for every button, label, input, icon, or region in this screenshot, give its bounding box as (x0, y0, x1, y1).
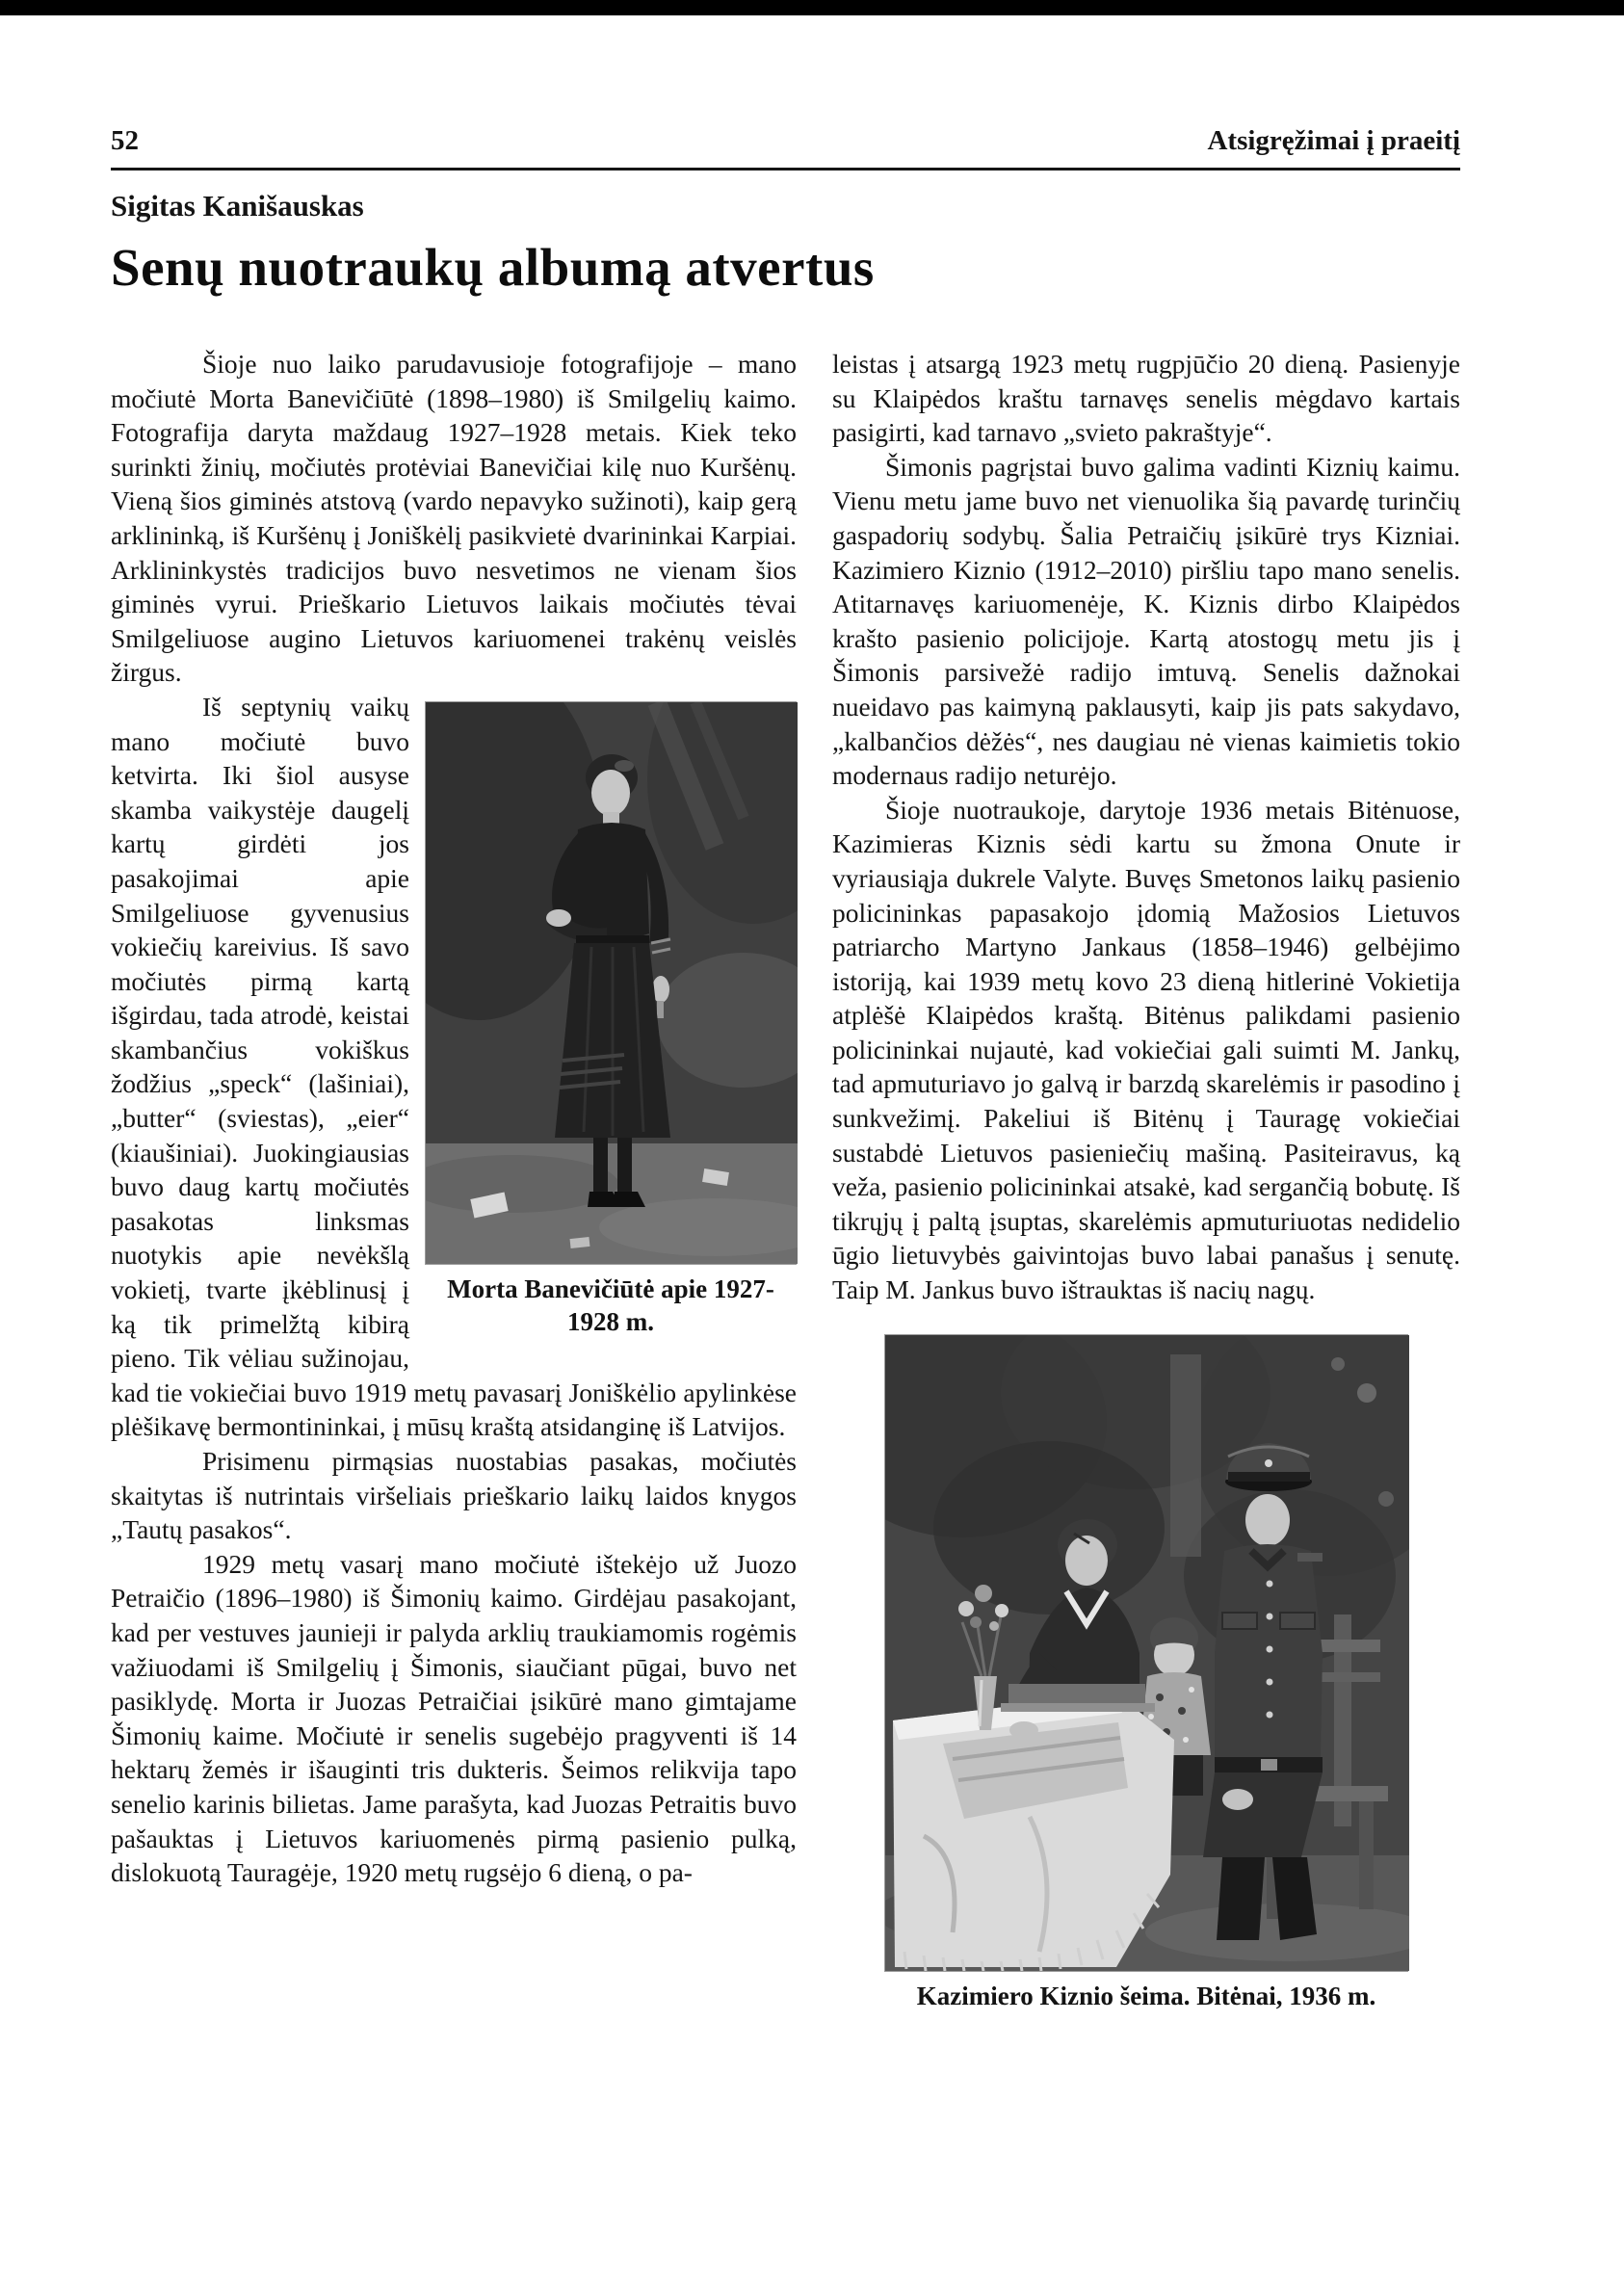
section-title: Atsigręžimai į praeitį (1207, 125, 1460, 156)
figure-caption-kiznis: Kazimiero Kiznio šeima. Bitėnai, 1936 m. (916, 1981, 1376, 2010)
author-name: Sigitas Kanišauskas (111, 189, 364, 223)
paragraph: Šioje nuo laiko parudavusioje fotografijoje – mano močiutė Morta Banevičiūtė (1898–1980) iš Smilgelių kaimo. Fotografija daryta maždaug 1927–1928 metais. Kiek teko surinkti žinių, močiutės protėviai Banevičiai kilę nuo Kuršėnų. Vieną šios giminės atstovą (vardo nepavyko sužinoti), kaip gerą arklininką, iš Kuršėnų į Joniškėlį pasikvietė dvarininkai Karpiai. Arklininkystės tradicijos buvo nesvetimos ne vienam šios giminės vyrui. Prieškario Lietuvos laikais močiutės tėvai Smilgeliuose augino Lietuvos kariuomenei trakėnų veislės žirgus. (111, 349, 797, 688)
left-column (111, 347, 797, 1890)
running-head (111, 123, 1460, 158)
photo-morta-baneviciute (425, 701, 797, 1265)
scan-edge-bar (0, 0, 1624, 15)
article-title: Senų nuotraukų albumą atvertus (111, 238, 875, 297)
paragraph: Šimonis pagrįstai buvo galima vadinti Kiznių kaimu. Vienu metu jame buvo net vienuolika šią pavardę turinčių gaspadorių sodybų. Šalia Petraičių įsikūrė trys Kizniai. Kazimiero Kiznio (1912–2010) piršliu tapo mano senelis. Atitarnavęs kariuomenėje, K. Kiznis dirbo Klaipėdos krašto pasienio policijoje. Kartą atostogų metu jis į Šimonis parsivežė radijo imtuvą. Senelis dažnokai nueidavo pas kaimyną paklausyti, kaip jis pats sakydavo, „kalbančios dėžės“, nes daugiau nė vienas kaimietis tokio modernaus radijo neturėjo. (832, 451, 1460, 791)
photo-family-illustration (885, 1335, 1409, 1971)
paragraph: Prisimenu pirmąsias nuostabias pasakas, močiutės skaitytas iš nutrintais viršeliais prieškario laikų laidos knygos „Tautų pasakos“. (111, 1446, 797, 1545)
photo-morta-illustration (426, 702, 798, 1264)
photo-kiznis-family (884, 1334, 1408, 1972)
right-column (832, 347, 1460, 2012)
paragraph: 1929 metų vasarį mano močiutė ištekėjo už Juozo Petraičio (1896–1980) iš Šimonių kaimo. Girdėjau pasakojant, kad per vestuves jaunieji ir palyda arklių traukiamomis rogėmis važiuodami iš Smilgelių į Šimonis, siaučiant pūgai, buvo net pasiklydę. Morta ir Juozas Petraičiai įsikūrė mano gimtajame Šimonių kaime. Močiutė ir senelis sugebėjo pragyventi iš 14 hektarų žemės ir išauginti tris dukteris. Šeimos relikvija tapo senelio karinis bilietas. Jame parašyta, kad Juozas Petraitis buvo pašauktas į Lietuvos kariuomenės pirmą pasienio pulką, dislokuotą Tauragėje, 1920 metų rugsėjo 6 dieną, o pa- (111, 1548, 797, 1888)
header-rule (111, 168, 1460, 171)
figure-caption-morta: Morta Banevičiūtė apie 1927-1928 m. (447, 1273, 774, 1336)
paragraph: Šioje nuotraukoje, darytoje 1936 metais Bitėnuose, Kazimieras Kiznis sėdi kartu su žmona Onute ir vyriausiąja dukrele Valyte. Buvęs Smetonos laikų pasienio policininkas papasakojo įdomią Mažosios Lietuvos patriarcho Martyno Jankaus (1858–1946) gelbėjimo istoriją, kai 1939 metų kovo 23 dieną hitlerinė Vokietija atplėšė Klaipėdos kraštą. Bitėnus palikdami pasienio policininkai nujautė, kad vokiečiai gali suimti M. Jankų, tad apmuturiavo jo galvą ir barzdą skarelėmis ir pasodino į sunkvežimį. Pakeliui iš Bitėnų į Tauragę vokiečiai sustabdė Lietuvos pasieniečių mašiną. Pasiteiravus, ką veža, pasienio policininkai atsakė, kad sergančią bobutę. Iš tikrųjų į paltą įsuptas, skarelėmis apmuturiuotas nedidelio ūgio lietuvybės gaivintojas buvo labai panašus į senutę. Taip M. Jankus buvo ištrauktas iš nacių nagų. (832, 794, 1460, 1305)
paragraph: leistas į atsargą 1923 metų rugpjūčio 20 dieną. Pasienyje su Klaipėdos kraštu tarnavęs senelis mėgdavo kartais pasigirti, kad tarnavo „svieto pakraštyje“. (832, 349, 1460, 448)
figure-morta (425, 701, 797, 1338)
figure-kiznis-family (884, 1334, 1408, 2012)
page-number: 52 (111, 125, 139, 156)
paragraph: Iš septynių vaikų mano močiutė buvo ketvirta. Iki šiol ausyse skamba vaikystėje daugelį kartų girdėti jos pasakojimai apie Smilgeliuose gyvenusius vokiečių kareivius. Iš savo močiutės pirmą kartą išgirdau, tada atrodė, keistai skambančius vokiškus žodžius „speck“ (lašiniai), „butter“ (sviestas), „eier“ (kiaušiniai). Juokingiausias buvo daug kartų močiutės pasakotas linksmas nuotykis apie nevėkšlą vokietį, tvarte įkėblinusį į ką tik primelžtą kibirą pieno. Tik vėliau sužinojau, kad tie vokiečiai buvo 1919 metų pavasarį Joniškėlio apylinkėse plėšikavę bermontininkai, į mūsų kraštą atsidanginę iš Latvijos. (111, 691, 797, 1442)
